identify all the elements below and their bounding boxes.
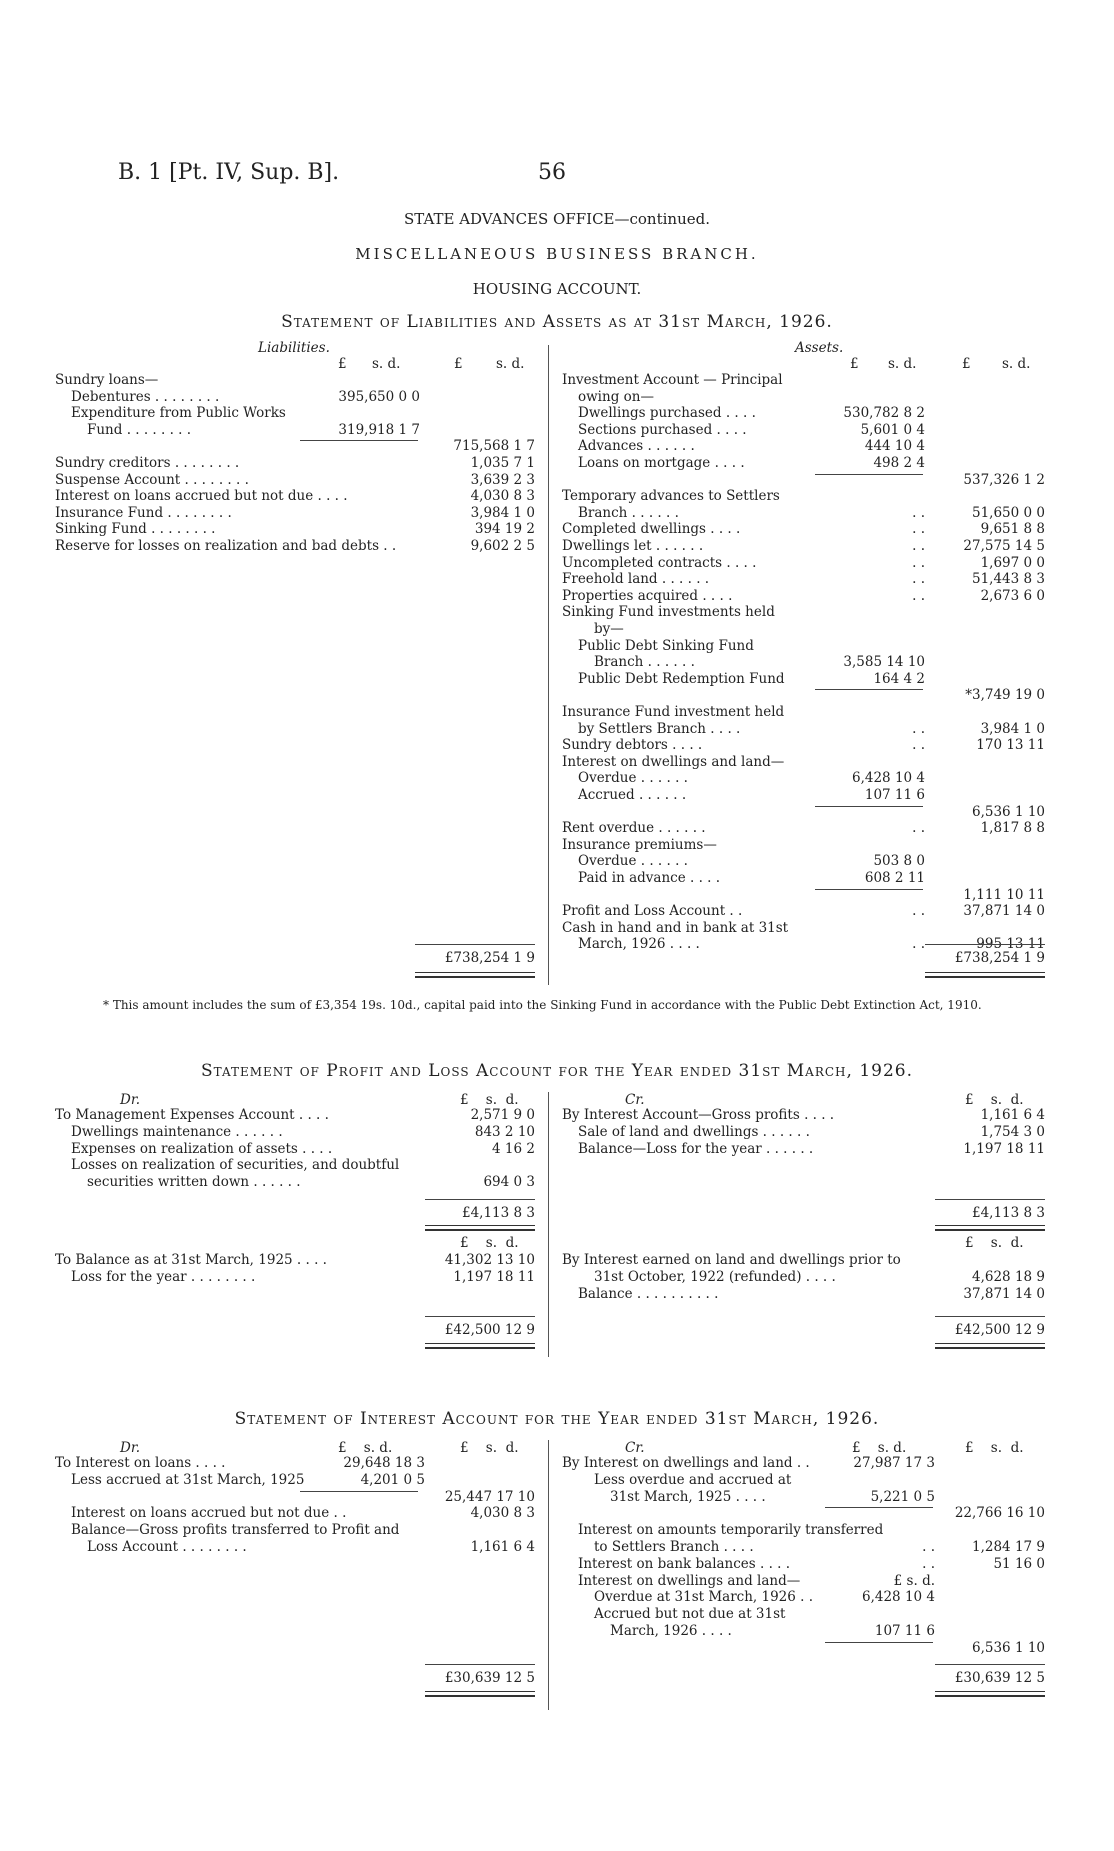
col-d: d. xyxy=(893,1440,907,1456)
asset-row-label: Insurance premiums— xyxy=(562,836,717,853)
liability-row-label: Debentures . . . . . . . . xyxy=(71,388,220,405)
asset-row-amount-a: . . xyxy=(912,936,925,953)
int-cr-row-amount-a: £ s. d. xyxy=(893,1572,935,1589)
liab-col-pound-a: £ xyxy=(338,356,347,372)
asset-row-label: Overdue . . . . . . xyxy=(578,770,688,787)
pl-cr-row-label: Balance—Loss for the year . . . . . . xyxy=(578,1140,814,1157)
asset-row-label: Cash in hand and in bank at 31st xyxy=(562,919,789,936)
asset-col-pound-a: £ xyxy=(850,356,859,372)
pl-dr-heading: Dr. xyxy=(120,1092,141,1108)
asset-row-label: Freehold land . . . . . . xyxy=(562,571,710,588)
asset-row-amount-b: 27,575 14 5 xyxy=(963,538,1045,554)
int-dr-double-rule xyxy=(425,1691,535,1697)
asset-row-amount-a: 608 2 11 xyxy=(864,870,925,886)
asset-row-label: Branch . . . . . . xyxy=(594,654,695,671)
asset-row-amount-b: *3,749 19 0 xyxy=(965,687,1045,704)
col-pound: £ xyxy=(460,1235,469,1251)
col-pound: £ xyxy=(460,1440,469,1456)
asset-col-sd-a xyxy=(888,356,916,373)
asset-row-amount-a: . . xyxy=(912,521,925,538)
col-d: d. xyxy=(1010,1092,1024,1108)
asset-row-subtotal-rule xyxy=(815,474,923,475)
asset-row-label: by Settlers Branch . . . . xyxy=(578,720,741,737)
col-s: s. xyxy=(877,1440,889,1456)
col-s: s. xyxy=(485,1092,497,1108)
int-dr-heading: Dr. xyxy=(120,1440,141,1456)
asset-row-amount-a: 107 11 6 xyxy=(864,787,925,803)
int-cr-row-label: Interest on bank balances . . . . xyxy=(578,1555,791,1572)
asset-row-amount-b: 51,650 0 0 xyxy=(972,504,1045,521)
pl-cr-heading: Cr. xyxy=(625,1092,645,1108)
liab-total-double-rule xyxy=(415,972,535,978)
int-dr-row-amount-a: 29,648 18 3 xyxy=(343,1455,425,1471)
liability-row-label: Suspense Account . . . . . . . . xyxy=(55,471,249,488)
liability-row-amount-b: 4,030 8 3 xyxy=(470,488,535,505)
int-cr-row-amount-a: 6,428 10 4 xyxy=(862,1589,935,1606)
pl-dr2-double-rule xyxy=(425,1343,535,1349)
asset-row-amount-a: 3,585 14 10 xyxy=(843,654,925,671)
pl-dr-row-amount-v: 4 16 2 xyxy=(492,1140,535,1157)
asset-row-amount-b: 1,697 0 0 xyxy=(980,554,1045,571)
asset-row-amount-b: 6,536 1 10 xyxy=(972,803,1045,820)
col-d: d. xyxy=(505,1235,519,1251)
pl-divider xyxy=(548,1092,549,1357)
pl-cr-total-rule xyxy=(935,1199,1045,1200)
asset-row-amount-a: . . xyxy=(912,554,925,571)
asset-row-amount-a: . . xyxy=(912,737,925,754)
liabilities-heading: Liabilities. xyxy=(258,340,330,356)
col-pound: £ xyxy=(965,1440,974,1456)
liability-row-amount-b: 9,602 2 5 xyxy=(470,538,535,554)
pl-dr-total-rule xyxy=(425,1199,535,1200)
pl-cr2-row-label: By Interest earned on land and dwellings prior to xyxy=(562,1252,901,1268)
asset-row-amount-a: 503 8 0 xyxy=(873,853,925,870)
asset-row-label: Uncompleted contracts . . . . xyxy=(562,554,757,571)
int-dr-row-label: To Interest on loans . . . . xyxy=(55,1455,226,1471)
asset-row-amount-b: 2,673 6 0 xyxy=(980,587,1045,604)
asset-row-label: Branch . . . . . . xyxy=(578,504,679,521)
pl-cr-row-label: By Interest Account—Gross profits . . . . xyxy=(562,1107,835,1123)
pl-cr2-row-label: 31st October, 1922 (refunded) . . . . xyxy=(594,1268,836,1285)
col-d: d. xyxy=(1010,1235,1024,1251)
int-dr-row-label: Less accrued at 31st March, 1925 xyxy=(71,1471,305,1488)
pl-cr2-total: £42,500 12 9 xyxy=(954,1322,1045,1338)
asset-row-label: Sundry debtors . . . . xyxy=(562,737,703,754)
page-number: 56 xyxy=(538,160,566,185)
col-d: d. xyxy=(1017,356,1031,372)
pl-cr-total: £4,113 8 3 xyxy=(972,1205,1045,1221)
pl-dr2-row-amount-v: 41,302 13 10 xyxy=(444,1252,535,1268)
liability-row-amount-b: 394 19 2 xyxy=(474,521,535,538)
pl-dr-row-label: Losses on realization of securities, and doubtful xyxy=(71,1157,400,1174)
asset-row-subtotal-rule xyxy=(815,889,923,890)
asset-row-amount-a: 6,428 10 4 xyxy=(852,770,925,787)
col-s: s. xyxy=(372,356,384,372)
asset-row-label: Paid in advance . . . . xyxy=(578,870,721,886)
int-cr-col-head-b xyxy=(965,1440,1024,1457)
col-pound: £ xyxy=(965,1235,974,1251)
asset-row-amount-a: . . xyxy=(912,571,925,588)
liability-row-label: Expenditure from Public Works xyxy=(71,405,286,422)
asset-row-label: Completed dwellings . . . . xyxy=(562,521,741,538)
interest-cr-total: £30,639 12 5 xyxy=(954,1670,1045,1686)
col-s: s. xyxy=(990,1235,1002,1251)
interest-divider xyxy=(548,1440,549,1710)
pl-dr-row-amount-v: 843 2 10 xyxy=(474,1123,535,1140)
pl-cr2-row-amount-v: 4,628 18 9 xyxy=(972,1268,1045,1285)
asset-row-amount-a: . . xyxy=(912,538,925,554)
int-cr-row-amount-b: 51 16 0 xyxy=(993,1555,1045,1572)
asset-row-amount-b: 995 13 11 xyxy=(976,936,1045,953)
pl-cr-row-amount-v: 1,161 6 4 xyxy=(980,1107,1045,1123)
col-d: d. xyxy=(505,1440,519,1456)
col-pound: £ xyxy=(852,1440,861,1456)
asset-row-amount-a: 164 4 2 xyxy=(873,670,925,687)
int-cr-row-label: Overdue at 31st March, 1926 . . xyxy=(594,1589,814,1606)
int-cr-row-amount-a: . . xyxy=(922,1555,935,1572)
col-pound: £ xyxy=(338,1440,347,1456)
asset-row-label: Advances . . . . . . xyxy=(578,438,695,455)
liab-col-sd-a xyxy=(372,356,400,373)
asset-row-amount-a: . . xyxy=(912,504,925,521)
asset-row-label: Temporary advances to Settlers xyxy=(562,488,780,505)
col-d: d. xyxy=(505,1092,519,1108)
pl-dr2-row-label: To Balance as at 31st March, 1925 . . . . xyxy=(55,1252,327,1268)
liability-row-amount-a: 319,918 1 7 xyxy=(338,421,420,438)
liability-row-label: Sundry creditors . . . . . . . . xyxy=(55,455,240,471)
pl-cr-row-amount-v: 1,754 3 0 xyxy=(980,1123,1045,1140)
asset-row-amount-a: 498 2 4 xyxy=(873,455,925,471)
int-dr-row-amount-b: 1,161 6 4 xyxy=(470,1539,535,1555)
col-s: s. xyxy=(990,1440,1002,1456)
col-d: d. xyxy=(903,356,917,372)
liability-row-amount-a: 395,650 0 0 xyxy=(338,388,420,405)
liability-row-label: Sundry loans— xyxy=(55,372,159,388)
asset-row-label: owing on— xyxy=(578,388,654,405)
interest-title: Statement of Interest Account for the Year ended 31st March, 1926. xyxy=(234,1409,880,1429)
asset-row-amount-a: 5,601 0 4 xyxy=(860,421,925,438)
pl-cr2-row-amount-v: 37,871 14 0 xyxy=(963,1285,1045,1302)
int-cr-row-amount-a: 107 11 6 xyxy=(874,1623,935,1639)
asset-row-label: Profit and Loss Account . . xyxy=(562,903,743,920)
pl-dr-row-amount-v: 694 0 3 xyxy=(483,1174,535,1191)
liability-row-label: Insurance Fund . . . . . . . . xyxy=(55,504,232,521)
pl-cr2-col-head xyxy=(965,1235,1024,1252)
liabilities-total: £738,254 1 9 xyxy=(444,950,535,966)
int-dr-row-amount-b: 4,030 8 3 xyxy=(470,1505,535,1522)
int-dr-total-rule xyxy=(425,1664,535,1665)
pl-dr2-row-label: Loss for the year . . . . . . . . xyxy=(71,1268,256,1285)
asset-row-amount-a: 444 10 4 xyxy=(864,438,925,455)
int-cr-heading: Cr. xyxy=(625,1440,645,1456)
asset-row-label: Dwellings purchased . . . . xyxy=(578,405,756,422)
asset-row-label: March, 1926 . . . . xyxy=(578,936,700,953)
liability-row-subtotal-rule xyxy=(300,440,418,441)
int-dr-row-label: Interest on loans accrued but not due . . xyxy=(71,1505,347,1522)
int-cr-total-rule xyxy=(935,1664,1045,1665)
asset-col-pound-b: £ xyxy=(962,356,971,372)
asset-row-label: Accrued . . . . . . xyxy=(578,787,687,803)
asset-col-sd-b xyxy=(1002,356,1030,373)
liability-row-label: Fund . . . . . . . . xyxy=(87,421,192,438)
asset-row-amount-b: 37,871 14 0 xyxy=(963,903,1045,920)
liability-row-amount-b: 3,639 2 3 xyxy=(470,471,535,488)
office-title: STATE ADVANCES OFFICE—continued. xyxy=(404,210,710,228)
asset-row-label: Public Debt Sinking Fund xyxy=(578,637,754,654)
liab-col-sd-b xyxy=(496,356,524,373)
asset-row-label: Sections purchased . . . . xyxy=(578,421,747,438)
pl-dr-row-label: Expenses on realization of assets . . . . xyxy=(71,1140,333,1157)
asset-row-label: Investment Account — Principal xyxy=(562,372,783,388)
account-title: HOUSING ACCOUNT. xyxy=(472,280,642,298)
profit-loss-title: Statement of Profit and Loss Account for the Year ended 31st March, 1926. xyxy=(200,1061,913,1081)
asset-row-amount-a: . . xyxy=(912,903,925,920)
pl-dr-double-rule xyxy=(425,1225,535,1231)
liab-total-rule xyxy=(415,944,535,945)
asset-row-amount-b: 170 13 11 xyxy=(976,737,1045,754)
liability-row-label: Sinking Fund . . . . . . . . xyxy=(55,521,216,538)
liability-row-amount-b: 3,984 1 0 xyxy=(470,504,535,521)
col-d: d. xyxy=(387,356,401,372)
liability-row-amount-b: 715,568 1 7 xyxy=(453,438,535,455)
asset-row-subtotal-rule xyxy=(815,806,923,807)
col-s: s. xyxy=(1002,356,1014,372)
asset-row-label: by— xyxy=(594,621,624,637)
asset-row-amount-a: 530,782 8 2 xyxy=(843,405,925,422)
int-cr-row-amount-b: 1,284 17 9 xyxy=(972,1539,1045,1555)
pl-cr2-total-rule xyxy=(935,1316,1045,1317)
pl-cr2-row-label: Balance . . . . . . . . . . xyxy=(578,1285,719,1302)
asset-row-label: Public Debt Redemption Fund xyxy=(578,670,785,687)
balance-sheet-divider xyxy=(548,345,549,985)
int-dr-row-amount-a: 4,201 0 5 xyxy=(360,1471,425,1488)
assets-heading: Assets. xyxy=(795,340,844,356)
col-s: s. xyxy=(888,356,900,372)
asset-row-label: Dwellings let . . . . . . xyxy=(562,538,704,554)
pl-cr-double-rule xyxy=(935,1225,1045,1231)
col-pound: £ xyxy=(460,1092,469,1108)
int-cr-row-amount-a: 5,221 0 5 xyxy=(870,1488,935,1505)
int-cr-row-label: Accrued but not due at 31st xyxy=(594,1606,786,1623)
liability-row-amount-b: 1,035 7 1 xyxy=(470,455,535,471)
col-pound: £ xyxy=(965,1092,974,1108)
pl-cr-row-label: Sale of land and dwellings . . . . . . xyxy=(578,1123,810,1140)
asset-row-amount-b: 1,817 8 8 xyxy=(980,820,1045,837)
asset-row-label: Overdue . . . . . . xyxy=(578,853,688,870)
int-cr-row-label: March, 1926 . . . . xyxy=(610,1623,732,1639)
int-cr-double-rule xyxy=(935,1691,1045,1697)
asset-row-label: Loans on mortgage . . . . xyxy=(578,455,745,471)
asset-row-amount-a: . . xyxy=(912,720,925,737)
int-dr-row-label: Loss Account . . . . . . . . xyxy=(87,1539,247,1555)
branch-title: MISCELLANEOUS BUSINESS BRANCH. xyxy=(355,245,759,263)
liability-row-label: Reserve for losses on realization and bad debts . . xyxy=(55,538,397,554)
int-cr-row-label: Less overdue and accrued at xyxy=(594,1471,792,1488)
balance-sheet-title: Statement of Liabilities and Assets as at 31st March, 1926. xyxy=(281,312,833,332)
int-cr-row-subtotal-rule xyxy=(825,1642,933,1643)
pl-dr2-total-rule xyxy=(425,1316,535,1317)
col-d: d. xyxy=(511,356,525,372)
liability-row-label: Interest on loans accrued but not due . . . . xyxy=(55,488,348,505)
pl-dr2-row-amount-v: 1,197 18 11 xyxy=(453,1268,535,1285)
asset-row-amount-b: 3,984 1 0 xyxy=(980,720,1045,737)
asset-row-amount-a: . . xyxy=(912,587,925,604)
int-cr-row-label: to Settlers Branch . . . . xyxy=(594,1539,754,1555)
col-s: s. xyxy=(485,1440,497,1456)
int-dr-row-amount-b: 25,447 17 10 xyxy=(444,1488,535,1505)
pl-cr-row-amount-v: 1,197 18 11 xyxy=(963,1140,1045,1157)
int-cr-row-amount-b: 22,766 16 10 xyxy=(954,1505,1045,1522)
asset-row-amount-b: 537,326 1 2 xyxy=(963,471,1045,488)
col-d: d. xyxy=(379,1440,393,1456)
asset-row-amount-b: 1,111 10 11 xyxy=(963,886,1045,903)
int-cr-row-label: By Interest on dwellings and land . . xyxy=(562,1455,810,1471)
pl-dr2-total: £42,500 12 9 xyxy=(444,1322,535,1338)
int-cr-row-label: Interest on amounts temporarily transferred xyxy=(578,1522,884,1539)
int-cr-row-subtotal-rule xyxy=(825,1507,933,1508)
asset-row-amount-b: 9,651 8 8 xyxy=(980,521,1045,538)
asset-row-label: Rent overdue . . . . . . xyxy=(562,820,706,837)
pl-dr-row-amount-v: 2,571 9 0 xyxy=(470,1107,535,1123)
int-cr-row-amount-a: . . xyxy=(922,1539,935,1555)
asset-row-label: Interest on dwellings and land— xyxy=(562,753,785,770)
pl-dr-row-label: securities written down . . . . . . xyxy=(87,1174,301,1191)
int-dr-row-subtotal-rule xyxy=(300,1491,418,1492)
asset-row-label: Insurance Fund investment held xyxy=(562,704,785,720)
asset-row-label: Properties acquired . . . . xyxy=(562,587,733,604)
int-cr-row-label: 31st March, 1925 . . . . xyxy=(610,1488,766,1505)
liab-col-pound-b: £ xyxy=(454,356,463,372)
col-s: s. xyxy=(485,1235,497,1251)
col-d: d. xyxy=(1010,1440,1024,1456)
int-cr-row-amount-a: 27,987 17 3 xyxy=(853,1455,935,1471)
assets-total: £738,254 1 9 xyxy=(954,950,1045,966)
col-s: s. xyxy=(990,1092,1002,1108)
pl-dr-total: £4,113 8 3 xyxy=(462,1205,535,1221)
pl-dr-row-label: Dwellings maintenance . . . . . . xyxy=(71,1123,283,1140)
pl-cr2-double-rule xyxy=(935,1343,1045,1349)
asset-total-rule xyxy=(925,944,1045,945)
int-cr-row-label: Interest on dwellings and land— xyxy=(578,1572,801,1589)
asset-row-label: Sinking Fund investments held xyxy=(562,604,775,621)
int-dr-col-head-b xyxy=(460,1440,519,1457)
asset-row-amount-b: 51,443 8 3 xyxy=(972,571,1045,588)
pl-dr-row-label: To Management Expenses Account . . . . xyxy=(55,1107,329,1123)
pl-dr2-col-head xyxy=(460,1235,519,1252)
col-s: s. xyxy=(363,1440,375,1456)
asset-row-amount-a: . . xyxy=(912,820,925,837)
interest-dr-total: £30,639 12 5 xyxy=(444,1670,535,1686)
asset-row-subtotal-rule xyxy=(815,689,923,690)
footnote: * This amount includes the sum of £3,354 19s. 10d., capital paid into the Sinking Fund in accordance with the Public Debt Extinction Act, 1910. xyxy=(103,998,982,1012)
col-s: s. xyxy=(496,356,508,372)
int-dr-row-label: Balance—Gross profits transferred to Profit and xyxy=(71,1522,400,1539)
asset-total-double-rule xyxy=(925,972,1045,978)
document-reference: B. 1 [Pt. IV, Sup. B]. xyxy=(118,160,340,185)
int-cr-row-amount-b: 6,536 1 10 xyxy=(972,1639,1045,1656)
